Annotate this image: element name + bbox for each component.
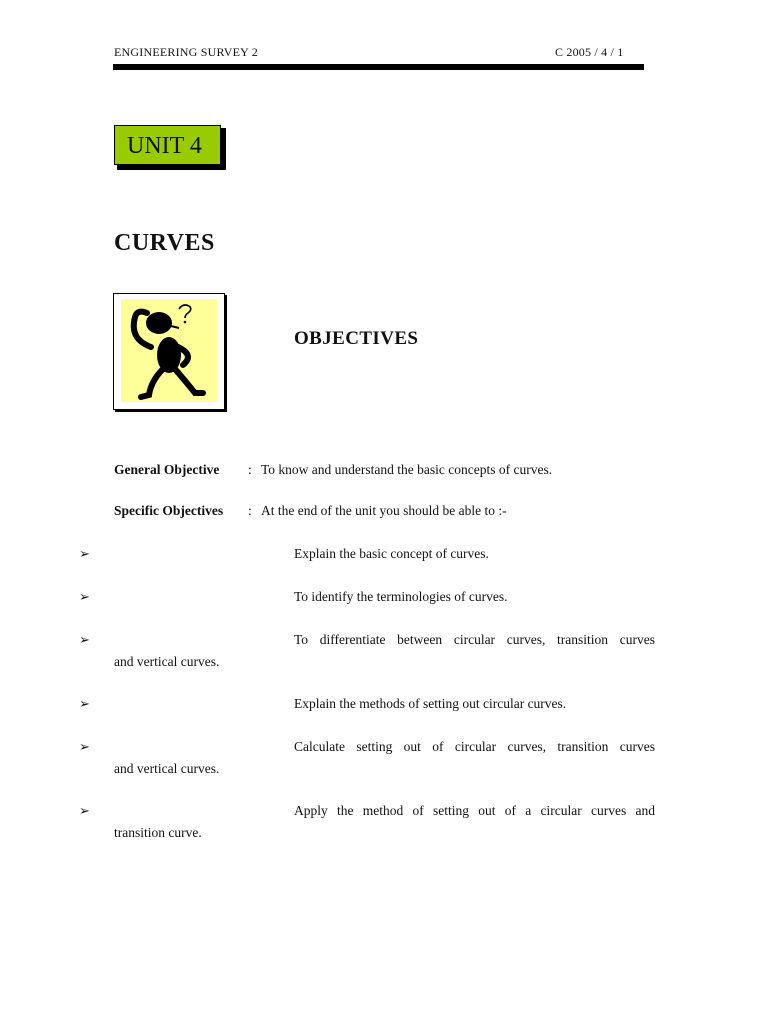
unit-label: UNIT 4 bbox=[114, 125, 221, 165]
objectives-heading: OBJECTIVES bbox=[294, 328, 419, 349]
specific-objectives-text: At the end of the unit you should be able to :- bbox=[261, 503, 507, 518]
header-left: ENGINEERING SURVEY 2 bbox=[114, 45, 258, 59]
bullet-icon: ➢ bbox=[79, 589, 90, 604]
general-objective-label: General Objective bbox=[114, 462, 220, 477]
bullet-icon: ➢ bbox=[79, 696, 90, 711]
list-item-continuation: and vertical curves. bbox=[114, 654, 220, 669]
list-item: Explain the methods of setting out circular curves. bbox=[294, 696, 567, 711]
illustration bbox=[113, 293, 225, 410]
general-objective-text: To know and understand the basic concepts of curves. bbox=[261, 462, 553, 477]
list-item-continuation: and vertical curves. bbox=[114, 761, 220, 776]
page-title: CURVES bbox=[114, 230, 215, 256]
specific-objectives-label: Specific Objectives bbox=[114, 503, 224, 518]
bullet-icon: ➢ bbox=[79, 546, 90, 561]
list-item: Apply the method of setting out of a circular curves and bbox=[294, 803, 655, 818]
list-item: To differentiate between circular curves, transition curves bbox=[294, 632, 655, 647]
bullet-icon: ➢ bbox=[79, 739, 90, 754]
list-item: To identify the terminologies of curves. bbox=[294, 589, 508, 604]
general-objective-colon: : bbox=[248, 462, 252, 477]
specific-objectives-colon: : bbox=[248, 503, 252, 518]
list-item-continuation: transition curve. bbox=[114, 825, 202, 840]
bullet-icon: ➢ bbox=[79, 803, 90, 818]
bullet-icon: ➢ bbox=[79, 632, 90, 647]
header-rule bbox=[113, 64, 644, 70]
thinking-figure-icon bbox=[121, 299, 217, 402]
list-item: Explain the basic concept of curves. bbox=[294, 546, 489, 561]
unit-badge bbox=[114, 125, 223, 167]
list-item: Calculate setting out of circular curves, transition curves bbox=[294, 739, 655, 754]
header-right: C 2005 / 4 / 1 bbox=[555, 45, 624, 59]
